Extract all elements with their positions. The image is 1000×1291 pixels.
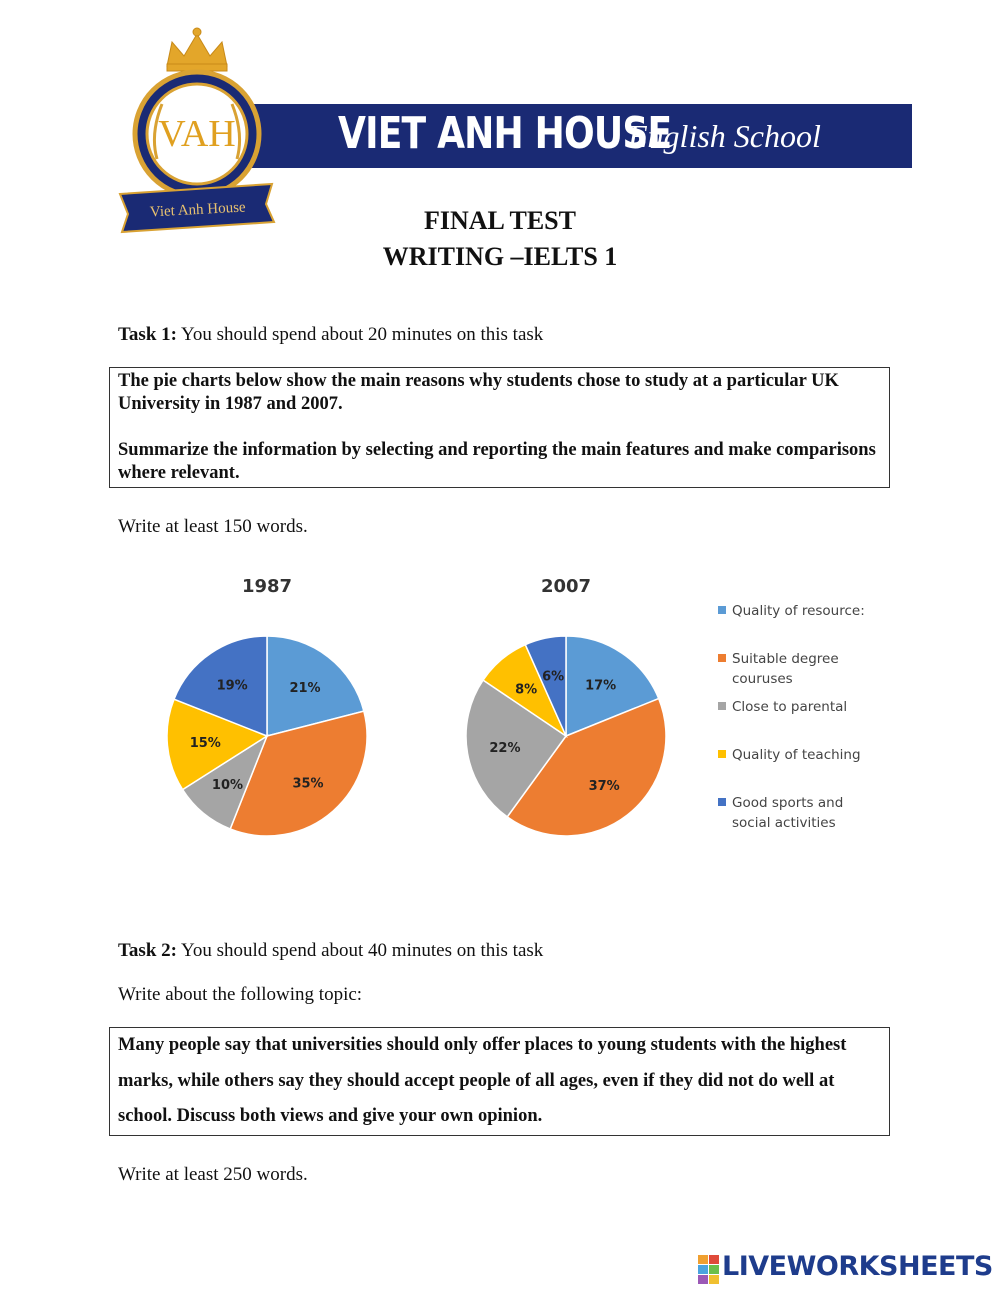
school-logo	[112, 24, 282, 234]
legend-swatch	[718, 798, 726, 806]
task2-word-count: Write at least 250 words.	[118, 1164, 308, 1185]
slice-label: 17%	[585, 678, 617, 694]
task1-instruction-text: You should spend about 20 minutes on this task	[176, 324, 544, 345]
pie-title: 1987	[241, 576, 293, 597]
legend-swatch	[718, 606, 726, 614]
task1-label: Task 1:	[118, 324, 177, 345]
logo-ribbon-text: Viet Anh House	[149, 199, 247, 221]
liveworksheets-logo-icon	[698, 1254, 720, 1286]
pie-chart-1987	[167, 576, 367, 836]
legend-swatch	[718, 750, 726, 758]
slice-label: 22%	[489, 740, 521, 756]
task1-instruction	[118, 324, 543, 346]
slice-label: 6%	[542, 669, 565, 685]
page-subtitle: WRITING –IELTS 1	[382, 242, 618, 271]
pie-title: 2007	[540, 576, 592, 597]
task2-label: Task 2:	[118, 940, 177, 961]
task1-prompt-box	[109, 367, 890, 488]
chart-legend	[718, 603, 865, 831]
task2-instruction-text: You should spend about 40 minutes on this task	[176, 940, 544, 961]
pie-chart-2007	[466, 576, 666, 836]
school-subtitle: English School	[628, 118, 821, 154]
slice-label: 10%	[211, 777, 244, 793]
task2-instruction	[118, 940, 543, 962]
legend-swatch	[718, 654, 726, 662]
legend-label: Suitable degree	[732, 651, 839, 667]
slice-label: 35%	[292, 776, 324, 792]
legend-label: Good sports and	[732, 795, 844, 811]
task2-prompt-box: Many people say that universities should only offer places to young students with the highest marks, while others say they should accept people of all ages, even if they did not do well at school. Discuss both views and give your own opinion.	[109, 1027, 890, 1136]
slice-label: 19%	[216, 678, 248, 694]
liveworksheets-brand: LIVEWORKSHEETS	[722, 1251, 993, 1282]
task2-topic-intro: Write about the following topic:	[118, 984, 363, 1005]
legend-label: Close to parental	[732, 699, 848, 715]
legend-swatch	[718, 702, 726, 710]
task1-prompt-para1: The pie charts below show the main reasons why students chose to study at a particular UK University in 1987 and 2007.	[118, 371, 839, 414]
page-title: FINAL TEST	[424, 206, 576, 235]
pie-charts	[140, 560, 880, 890]
school-name: VIET ANH HOUSE	[338, 108, 672, 159]
logo-initials: VAH	[158, 113, 236, 155]
slice-label: 21%	[289, 681, 321, 697]
legend-label: Quality of teaching	[732, 747, 861, 763]
legend-label: Quality of resource:	[732, 603, 865, 619]
slice-label: 15%	[189, 735, 221, 751]
crown-icon	[167, 28, 227, 71]
slice-label: 37%	[588, 778, 620, 794]
legend-label: couruses	[732, 671, 793, 687]
task1-prompt-para2: Summarize the information by selecting and reporting the main features and make comparisons where relevant.	[118, 440, 876, 483]
task1-word-count: Write at least 150 words.	[118, 516, 308, 537]
legend-label: social activities	[732, 815, 836, 831]
slice-label: 8%	[515, 682, 538, 698]
